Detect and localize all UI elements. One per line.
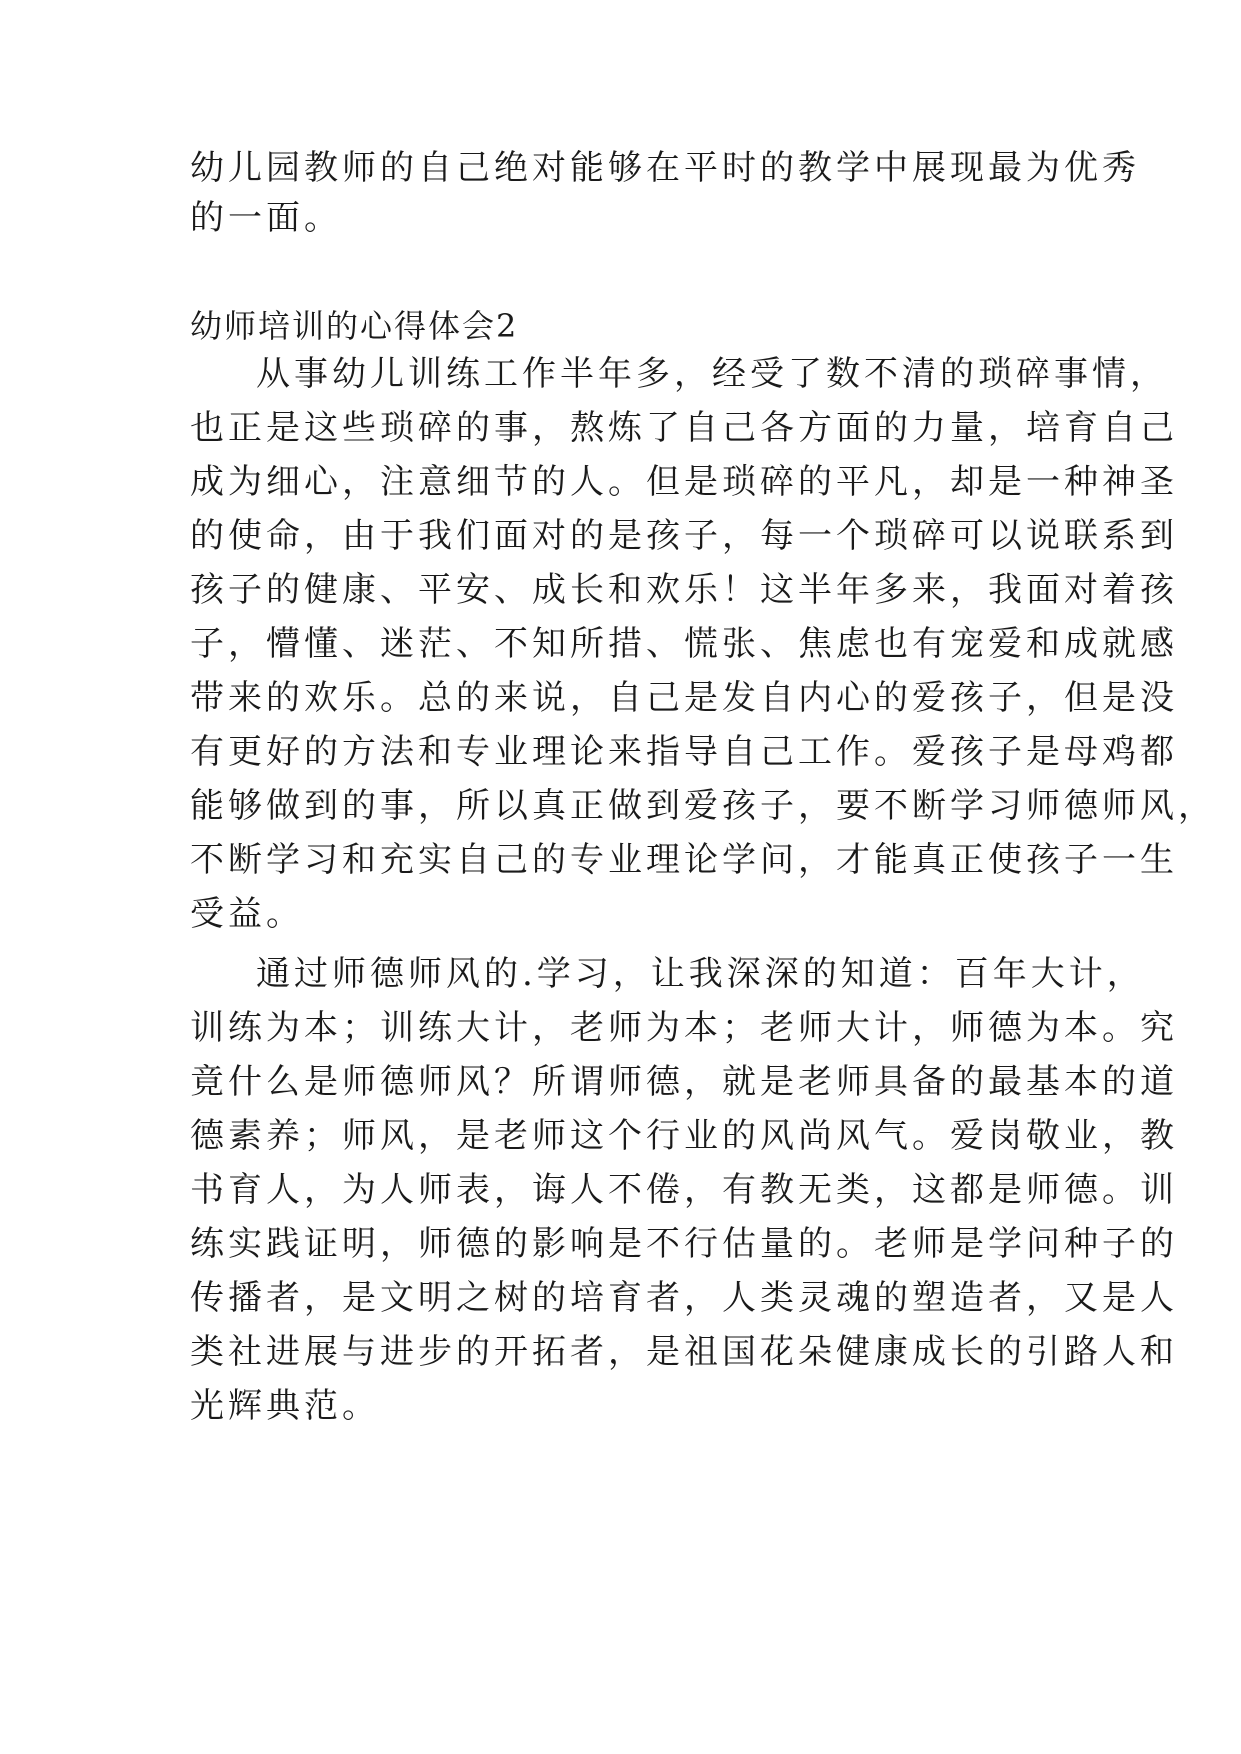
paragraph2-line-5: 书育人，为人师表，诲人不倦，有教无类，这都是师德。训 — [190, 1170, 1178, 1210]
paragraph2-line-6: 练实践证明，师德的影响是不行估量的。老师是学问种子的 — [190, 1224, 1178, 1264]
paragraph1-line-6: 子，懵懂、迷茫、不知所措、慌张、焦虑也有宠爱和成就感 — [190, 624, 1178, 664]
intro-line-2: 的一面。 — [190, 198, 342, 238]
paragraph1-line-11: 受益。 — [190, 894, 304, 934]
paragraph1-line-4: 的使命，由于我们面对的是孩子，每一个琐碎可以说联系到 — [190, 516, 1178, 556]
paragraph1-line-10: 不断学习和充实自己的专业理论学问，才能真正使孩子一生 — [190, 840, 1178, 880]
paragraph1-line-8: 有更好的方法和专业理论来指导自己工作。爱孩子是母鸡都 — [190, 732, 1178, 772]
paragraph2-line-8: 类社进展与进步的开拓者，是祖国花朵健康成长的引路人和 — [190, 1332, 1178, 1372]
section-title: 幼师培训的心得体会2 — [190, 307, 519, 345]
paragraph2-line-4: 德素养；师风，是老师这个行业的风尚风气。爱岗敬业，教 — [190, 1116, 1178, 1156]
paragraph2-line-9: 光辉典范。 — [190, 1386, 380, 1426]
paragraph1-line-2: 也正是这些琐碎的事，熬炼了自己各方面的力量，培育自己 — [190, 408, 1178, 448]
paragraph1-line-3: 成为细心，注意细节的人。但是琐碎的平凡，却是一种神圣 — [190, 462, 1178, 502]
paragraph2-line-2: 训练为本；训练大计，老师为本；老师大计，师德为本。究 — [190, 1008, 1178, 1048]
paragraph2-line-7: 传播者，是文明之树的培育者，人类灵魂的塑造者，又是人 — [190, 1278, 1178, 1318]
paragraph1-line-5: 孩子的健康、平安、成长和欢乐！这半年多来，我面对着孩 — [190, 570, 1178, 610]
paragraph2-line-3: 竟什么是师德师风？所谓师德，就是老师具备的最基本的道 — [190, 1062, 1178, 1102]
intro-line-1: 幼儿园教师的自己绝对能够在平时的教学中展现最为优秀 — [190, 148, 1140, 188]
paragraph2-line-1: 通过师德师风的.学习，让我深深的知道：百年大计， — [256, 954, 1145, 994]
paragraph1-line-1: 从事幼儿训练工作半年多，经受了数不清的琐碎事情， — [256, 354, 1168, 394]
paragraph1-line-7: 带来的欢乐。总的来说，自己是发自内心的爱孩子，但是没 — [190, 678, 1178, 718]
paragraph1-line-9: 能够做到的事，所以真正做到爱孩子，要不断学习师德师风， — [190, 786, 1216, 826]
